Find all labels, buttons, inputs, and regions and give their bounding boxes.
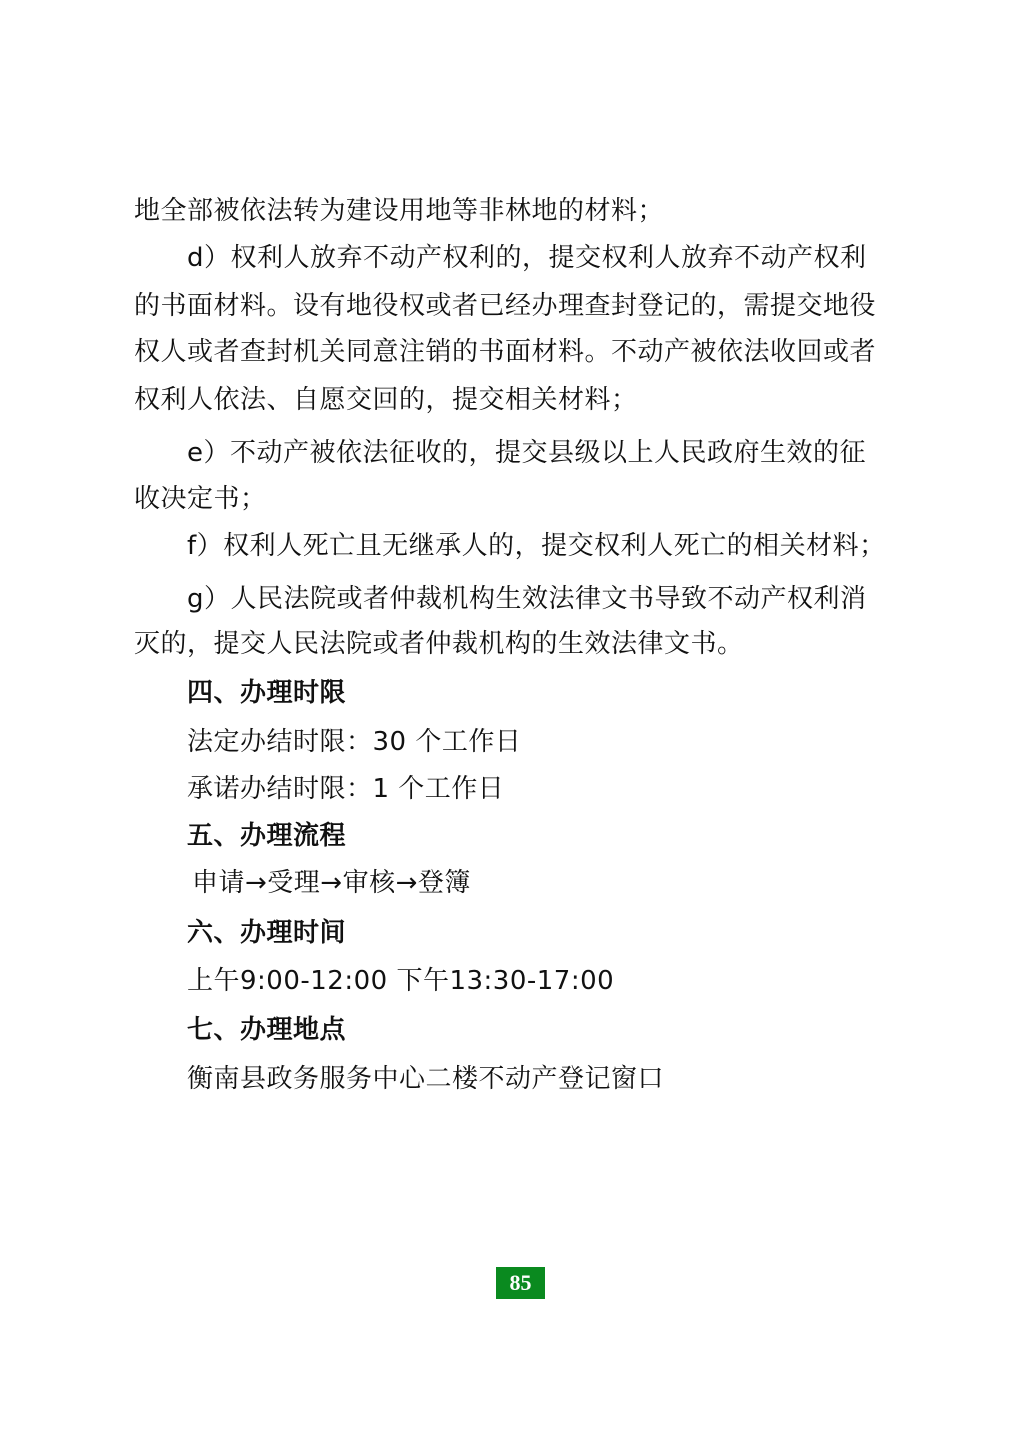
office-location: 衡南县政务服务中心二楼不动产登记窗口 (187, 1064, 665, 1094)
body-line-10: 灭的，提交人民法院或者仲裁机构的生效法律文书。 (134, 629, 744, 659)
body-line-6: e）不动产被依法征收的，提交县级以上人民政府生效的征 (187, 438, 866, 468)
page-number-badge: 85 (496, 1267, 545, 1299)
section-heading-process: 五、办理流程 (187, 821, 347, 851)
body-line-3: 的书面材料。设有地役权或者已经办理查封登记的，需提交地役 (134, 291, 877, 321)
body-line-4: 权人或者查封机关同意注销的书面材料。不动产被依法收回或者 (134, 337, 877, 367)
section-heading-hours: 六、办理时间 (187, 918, 347, 948)
body-line-7: 收决定书； (134, 484, 267, 514)
process-steps: 申请→受理→审核→登簿 (192, 868, 471, 898)
body-line-5: 权利人依法、自愿交回的，提交相关材料； (134, 385, 638, 415)
promised-time-limit: 承诺办结时限：1 个工作日 (187, 774, 505, 804)
body-line-2: d）权利人放弃不动产权利的，提交权利人放弃不动产权利 (187, 243, 867, 273)
office-hours: 上午9:00-12:00 下午13:30-17:00 (187, 966, 615, 996)
body-line-8: f）权利人死亡且无继承人的，提交权利人死亡的相关材料； (187, 531, 886, 561)
body-line-1: 地全部被依法转为建设用地等非林地的材料； (134, 196, 665, 226)
section-heading-time-limit: 四、办理时限 (187, 678, 347, 708)
legal-time-limit: 法定办结时限：30 个工作日 (187, 727, 522, 757)
body-line-9: g）人民法院或者仲裁机构生效法律文书导致不动产权利消 (187, 584, 867, 614)
section-heading-location: 七、办理地点 (187, 1015, 347, 1045)
